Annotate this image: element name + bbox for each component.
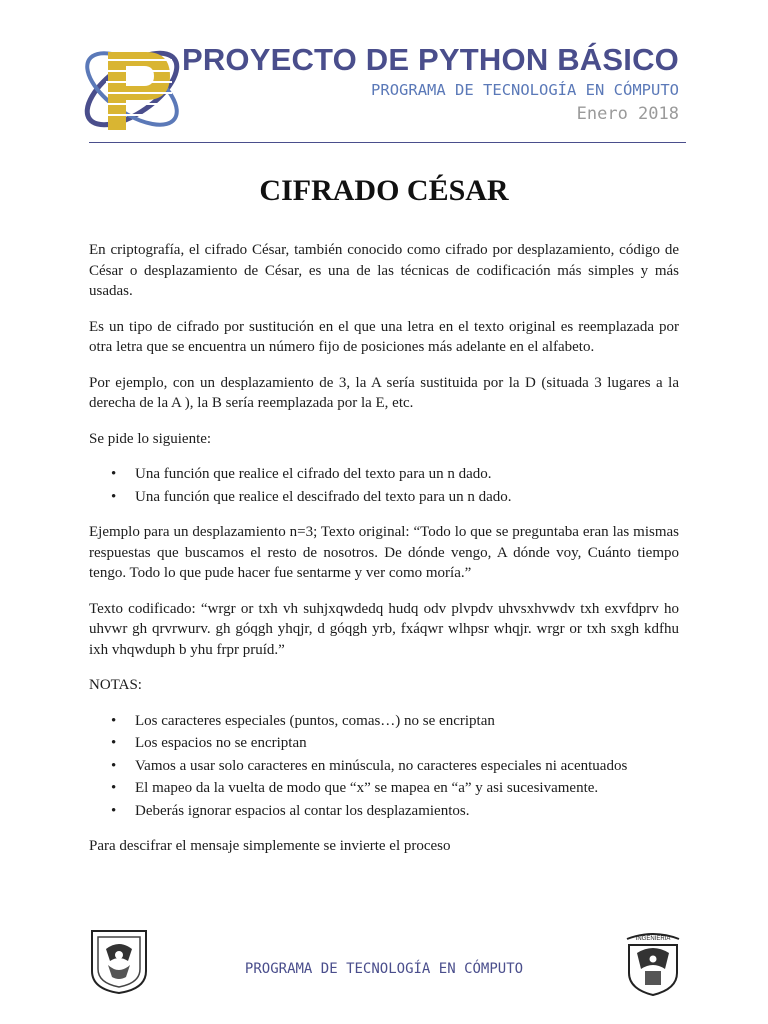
header-date: Enero 2018 xyxy=(576,104,679,124)
list-item: • Una función que realice el cifrado del texto para un n dado. xyxy=(135,464,679,485)
bullet-icon: • xyxy=(111,757,117,774)
paragraph-example: Ejemplo para un desplazamiento n=3; Texto original: “Todo lo que se preguntaba eran las mismas respuestas que buscamos el resto de nosotros. De dónde vengo, A dónde voy, Cuánto tiempo tengo. Todo lo que pude hacer fue sentarme y ver como moría.” xyxy=(89,524,679,581)
python-p-logo-icon xyxy=(76,38,188,140)
paragraph-example-shift: Por ejemplo, con un desplazamiento de 3, la A sería sustituida por la D (situada 3 lugares a la derecha de la A ), la B sería reemplazada por la E, etc. xyxy=(89,374,679,411)
svg-text:INGENIERIA: INGENIERIA xyxy=(635,936,671,942)
list-item: • Los caracteres especiales (puntos, comas…) no se encriptan xyxy=(135,711,679,732)
paragraph-encoded: Texto codificado: “wrgr or txh vh suhjxqwdedq hudq odv plvpdv uhvsxhvwdv txh exvfdprv ho uhvwr gh qrvrwurv. gh góqgh yhqjr, d góqgh yrb, fxáqwr wlhpsr whqjr. wrgr or txh sxgh kdfhu ixh vhqwduph b yhu frpr pruíd.” xyxy=(89,600,679,658)
header-divider xyxy=(89,142,686,143)
bullet-icon: • xyxy=(111,780,117,796)
bullet-icon: • xyxy=(111,466,117,482)
list-item: • El mapeo da la vuelta de modo que “x” se mapea en “a” y asi sucesivamente. xyxy=(135,778,679,799)
bullet-icon: • xyxy=(111,488,117,505)
document-title: CIFRADO CÉSAR xyxy=(259,174,509,207)
list-item: • Deberás ignorar espacios al contar los desplazamientos. xyxy=(135,801,679,822)
request-list xyxy=(89,464,679,507)
ingenieria-seal-icon xyxy=(621,927,685,997)
paragraph-closing: Para descifrar el mensaje simplemente se invierte el proceso xyxy=(89,838,451,854)
header-subtitle: PROGRAMA DE TECNOLOGÍA EN CÓMPUTO xyxy=(371,81,679,99)
notes-heading: NOTAS: xyxy=(89,677,142,693)
bullet-icon: • xyxy=(111,712,117,729)
request-heading: Se pide lo siguiente: xyxy=(89,430,212,447)
list-item: • Una función que realice el descifrado del texto para un n dado. xyxy=(135,487,679,508)
notes-list xyxy=(89,711,679,822)
paragraph-definition: Es un tipo de cifrado por sustitución en el que una letra en el texto original es reemplazada por otra letra que se encuentra un número fijo de posiciones más adelante en el alfabeto. xyxy=(89,318,679,355)
header-title: PROYECTO DE PYTHON BÁSICO xyxy=(181,42,679,77)
list-item: • Vamos a usar solo caracteres en minúscula, no caracteres especiales ni acentuados xyxy=(135,756,679,777)
page-header xyxy=(0,0,768,145)
list-item: • Los espacios no se encriptan xyxy=(135,733,679,754)
footer-text: PROGRAMA DE TECNOLOGÍA EN CÓMPUTO xyxy=(244,961,524,977)
bullet-icon: • xyxy=(111,735,117,751)
document-body xyxy=(89,240,679,872)
paragraph-intro: En criptografía, el cifrado César, también conocido como cifrado por desplazamiento, código de César o desplazamiento de César, es una de las técnicas de codificación más simples y más usadas. xyxy=(89,242,679,299)
bullet-icon: • xyxy=(111,802,117,819)
